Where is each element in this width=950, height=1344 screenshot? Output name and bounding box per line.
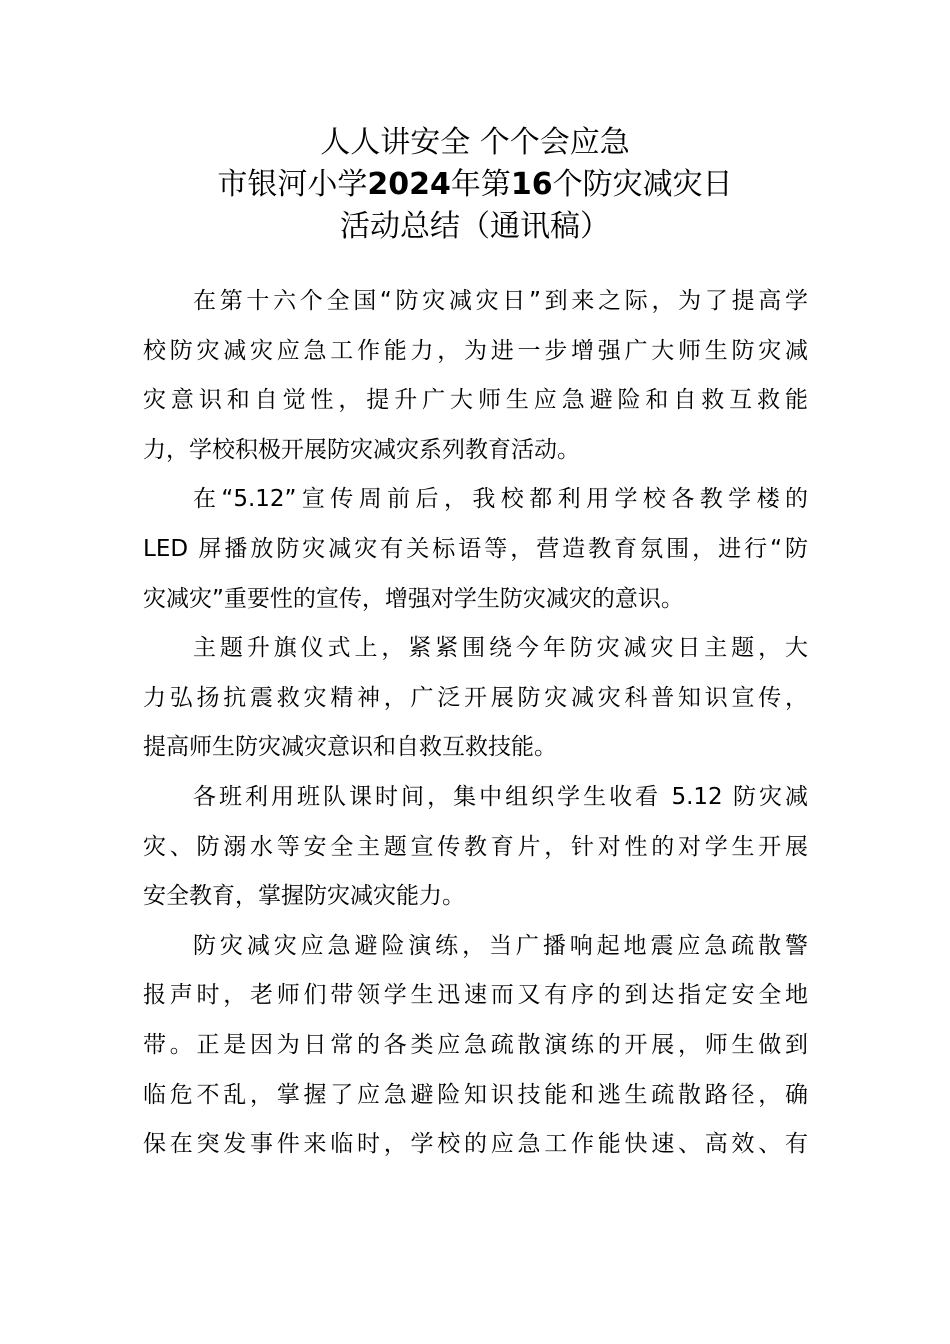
paragraph-line: 灾、防溺水等安全主题宣传教育片，针对性的对学生开展	[143, 833, 808, 860]
paragraph-4	[143, 778, 808, 927]
title-ordinal: 16	[510, 167, 553, 202]
paragraph-line: 带。正是因为日常的各类应急疏散演练的开展，师生做到	[143, 1031, 808, 1058]
paragraph-line: LED 屏播放防灾减灾有关标语等，营造教育氛围，进行“防	[143, 535, 808, 562]
title-line-3	[0, 206, 950, 248]
title-school: 市银河小学	[217, 167, 368, 202]
paragraph-line: 各班利用班队课时间，集中组织学生收看 5.12 防灾减	[193, 783, 808, 810]
paragraph-line: 力弘扬抗震救灾精神，广泛开展防灾减灾科普知识宣传，	[143, 684, 808, 711]
paragraph-line: 灾减灾”重要性的宣传，增强对学生防灾减灾的意识。	[143, 585, 684, 612]
paragraph-line: 灾意识和自觉性，提升广大师生应急避险和自救互救能	[143, 387, 808, 414]
document-title	[0, 122, 950, 248]
paragraph-line: 提高师生防灾减灾意识和自救互救技能。	[143, 734, 557, 761]
paragraph-2	[143, 480, 808, 629]
document-body	[143, 282, 808, 1175]
paragraph-line: 校防灾减灾应急工作能力，为进一步增强广大师生防灾减	[143, 337, 808, 364]
paragraph-line: 报声时，老师们带领学生迅速而又有序的到达指定安全地	[143, 982, 808, 1009]
paragraph-line: 主题升旗仪式上，紧紧围绕今年防灾减灾日主题，大	[193, 635, 808, 662]
paragraph-line: 防灾减灾应急避险演练，当广播响起地震应急疏散警	[193, 932, 808, 959]
paragraph-line: 保在突发事件来临时，学校的应急工作能快速、高效、有	[143, 1131, 808, 1158]
title-year: 2024	[367, 167, 451, 202]
title-event: 个防灾减灾日	[552, 167, 733, 202]
paragraph-line: 力，学校积极开展防灾减灾系列教育活动。	[143, 436, 580, 463]
paragraph-5	[143, 927, 808, 1175]
paragraph-line: 安全教育，掌握防灾减灾能力。	[143, 883, 465, 910]
paragraph-3	[143, 629, 808, 778]
title-line-1-text: 人人讲安全 个个会应急	[320, 125, 630, 160]
title-mid: 年第	[450, 167, 511, 202]
title-line-3-text: 活动总结（通讯稿）	[340, 209, 610, 244]
paragraph-line: 在第十六个全国“防灾减灾日”到来之际，为了提高学	[193, 288, 808, 314]
title-line-2	[0, 164, 950, 206]
paragraph-1	[143, 282, 808, 480]
paragraph-line: 在“5.12”宣传周前后，我校都利用学校各教学楼的	[193, 486, 808, 513]
title-line-1	[0, 122, 950, 164]
paragraph-line: 临危不乱，掌握了应急避险知识技能和逃生疏散路径，确	[143, 1081, 808, 1108]
